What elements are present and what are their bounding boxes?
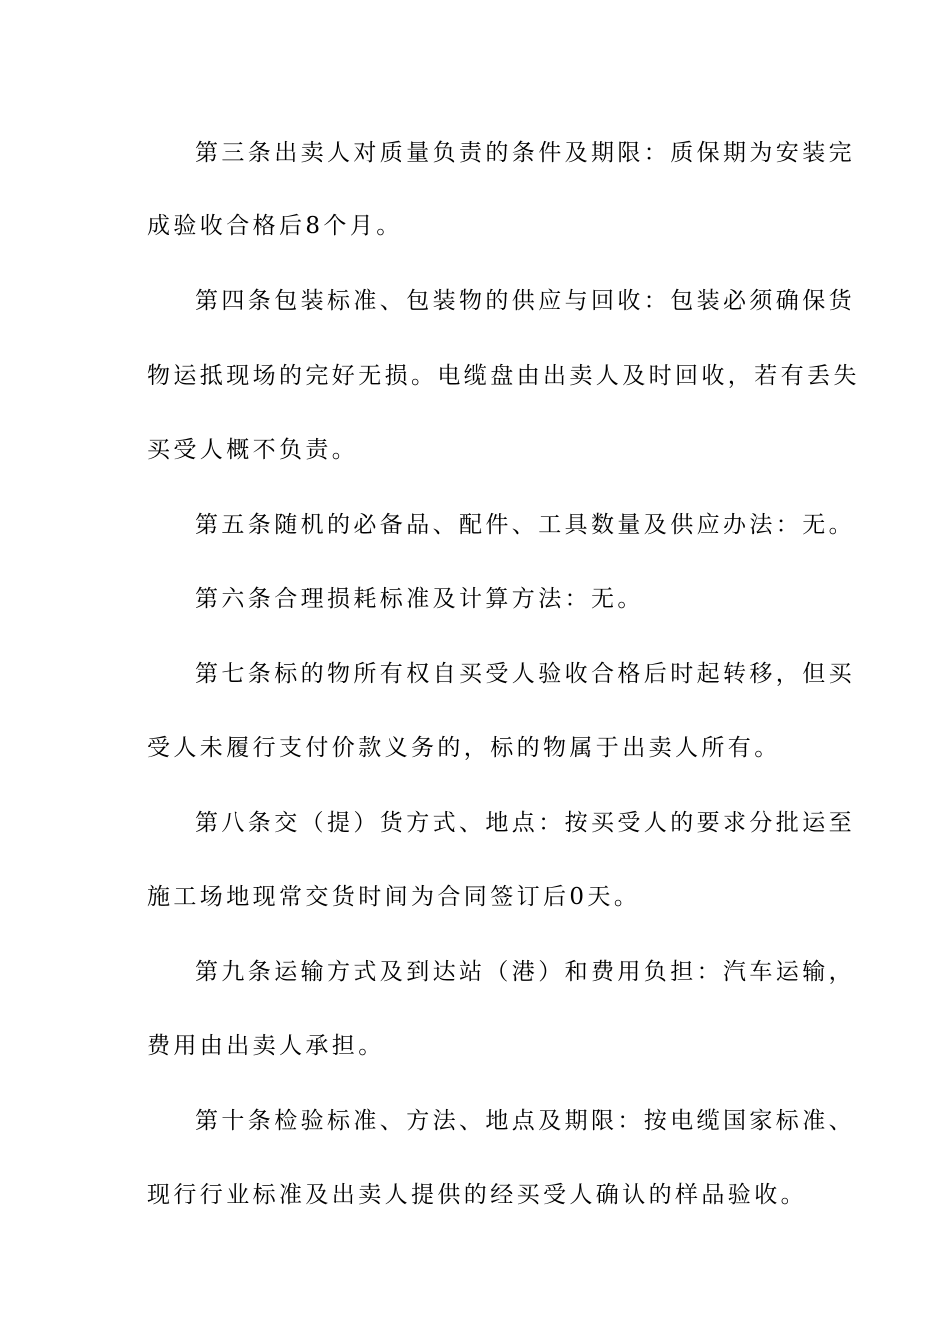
article-10-line-2: 现行行业标准及出卖人提供的经买受人确认的样品验收。 [147, 1182, 807, 1208]
article-9-line-2: 费用由出卖人承担。 [147, 1033, 385, 1059]
article-9-line-1: 第九条运输方式及到达站（港）和费用负担：汽车运输， [195, 959, 855, 985]
article-8-line-1: 第八条交（提）货方式、地点：按买受人的要求分批运至 [195, 810, 855, 836]
article-6-line-1: 第六条合理损耗标准及计算方法：无。 [195, 586, 644, 612]
article-4-line-3: 买受人概不负责。 [147, 437, 359, 463]
article-10-line-1: 第十条检验标准、方法、地点及期限：按电缆国家标准、 [195, 1108, 855, 1134]
article-5-line-1: 第五条随机的必备品、配件、工具数量及供应办法：无。 [195, 512, 855, 538]
article-7-line-2: 受人未履行支付价款义务的，标的物属于出卖人所有。 [147, 735, 781, 761]
article-8-line-2: 施工场地现常交货时间为合同签订后0天。 [147, 884, 641, 910]
article-3-line-2: 成验收合格后8个月。 [147, 213, 403, 239]
article-3-line-1: 第三条出卖人对质量负责的条件及期限：质保期为安装完 [195, 140, 855, 166]
article-7-line-1: 第七条标的物所有权自买受人验收合格后时起转移，但买 [195, 661, 855, 687]
article-4-line-1: 第四条包装标准、包装物的供应与回收：包装必须确保货 [195, 288, 855, 314]
article-4-line-2: 物运抵现场的完好无损。电缆盘由出卖人及时回收，若有丢失 [147, 363, 860, 389]
